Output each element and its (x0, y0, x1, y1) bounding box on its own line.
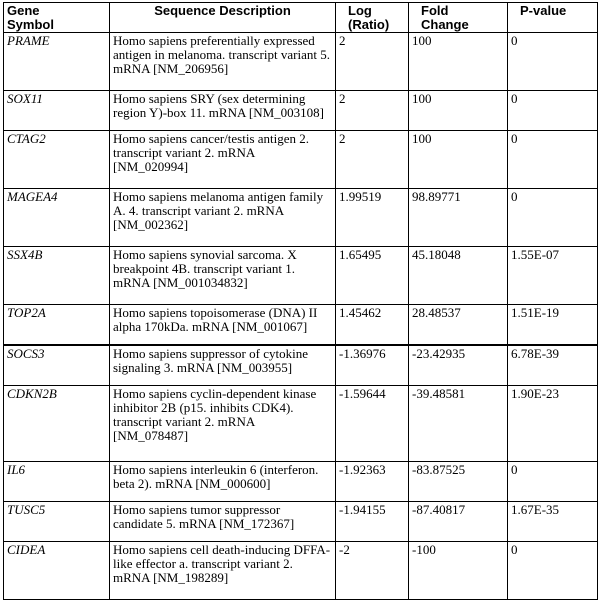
fold-change-cell: -39.48581 (409, 385, 508, 462)
log-ratio-cell: -2 (336, 541, 409, 599)
p-value-cell: 0 (508, 130, 598, 188)
fold-change-cell: 45.18048 (409, 247, 508, 305)
gene-symbol-cell: CDKN2B (4, 385, 110, 462)
p-value-cell: 1.67E-35 (508, 502, 598, 542)
sequence-description-cell: Homo sapiens cyclin-dependent kinase inhibitor 2B (p15. inhibits CDK4). transcript variant 2. mRNA [NM_078487] (110, 385, 336, 462)
p-value-cell: 1.90E-23 (508, 385, 598, 462)
fold-change-cell: -100 (409, 541, 508, 599)
fold-change-cell: -83.87525 (409, 462, 508, 502)
log-ratio-cell: -1.59644 (336, 385, 409, 462)
gene-symbol-cell: MAGEA4 (4, 188, 110, 246)
gene-expression-table (3, 2, 598, 600)
gene-symbol-cell: CTAG2 (4, 130, 110, 188)
sequence-description-cell: Homo sapiens SRY (sex determining region Y)-box 11. mRNA [NM_003108] (110, 91, 336, 131)
sequence-description-cell: Homo sapiens cancer/testis antigen 2. transcript variant 2. mRNA [NM_020994] (110, 130, 336, 188)
table-row (4, 541, 598, 599)
fold-change-cell: -87.40817 (409, 502, 508, 542)
gene-symbol-cell: TOP2A (4, 305, 110, 345)
log-ratio-cell: 1.99519 (336, 188, 409, 246)
sequence-description-cell: Homo sapiens synovial sarcoma. X breakpoint 4B. transcript variant 1. mRNA [NM_001034832] (110, 247, 336, 305)
sequence-description-cell: Homo sapiens interleukin 6 (interferon. beta 2). mRNA [NM_000600] (110, 462, 336, 502)
table-row (4, 188, 598, 246)
table-row (4, 33, 598, 91)
p-value-cell: 1.51E-19 (508, 305, 598, 345)
fold-change-cell: 98.89771 (409, 188, 508, 246)
table-row (4, 305, 598, 345)
table-row (4, 91, 598, 131)
p-value-cell: 0 (508, 541, 598, 599)
log-ratio-cell: -1.36976 (336, 345, 409, 385)
fold-change-cell: 100 (409, 130, 508, 188)
header-p-value: P-value (508, 3, 598, 33)
p-value-cell: 6.78E-39 (508, 345, 598, 385)
gene-symbol-cell: SSX4B (4, 247, 110, 305)
gene-symbol-cell: IL6 (4, 462, 110, 502)
sequence-description-cell: Homo sapiens topoisomerase (DNA) II alpha 170kDa. mRNA [NM_001067] (110, 305, 336, 345)
p-value-cell: 0 (508, 33, 598, 91)
gene-symbol-cell: CIDEA (4, 541, 110, 599)
p-value-cell: 0 (508, 91, 598, 131)
log-ratio-cell: -1.92363 (336, 462, 409, 502)
table-row (4, 130, 598, 188)
header-fold-change: Fold Change (409, 3, 508, 33)
header-gene-symbol: Gene Symbol (4, 3, 110, 33)
table-row (4, 462, 598, 502)
sequence-description-cell: Homo sapiens suppressor of cytokine signaling 3. mRNA [NM_003955] (110, 345, 336, 385)
sequence-description-cell: Homo sapiens cell death-inducing DFFA-like effector a. transcript variant 2. mRNA [NM_198289] (110, 541, 336, 599)
fold-change-cell: -23.42935 (409, 345, 508, 385)
fold-change-cell: 28.48537 (409, 305, 508, 345)
log-ratio-cell: 1.65495 (336, 247, 409, 305)
sequence-description-cell: Homo sapiens tumor suppressor candidate 5. mRNA [NM_172367] (110, 502, 336, 542)
sequence-description-cell: Homo sapiens preferentially expressed antigen in melanoma. transcript variant 5. mRNA [NM_206956] (110, 33, 336, 91)
log-ratio-cell: 2 (336, 91, 409, 131)
header-log-ratio: Log (Ratio) (336, 3, 409, 33)
log-ratio-cell: 1.45462 (336, 305, 409, 345)
p-value-cell: 0 (508, 462, 598, 502)
gene-symbol-cell: PRAME (4, 33, 110, 91)
log-ratio-cell: -1.94155 (336, 502, 409, 542)
table-row (4, 247, 598, 305)
gene-symbol-cell: SOX11 (4, 91, 110, 131)
fold-change-cell: 100 (409, 91, 508, 131)
gene-symbol-cell: SOCS3 (4, 345, 110, 385)
p-value-cell: 1.55E-07 (508, 247, 598, 305)
log-ratio-cell: 2 (336, 33, 409, 91)
fold-change-cell: 100 (409, 33, 508, 91)
table-row (4, 345, 598, 385)
sequence-description-cell: Homo sapiens melanoma antigen family A. 4. transcript variant 2. mRNA [NM_002362] (110, 188, 336, 246)
table-row (4, 502, 598, 542)
header-sequence-description: Sequence Description (110, 3, 336, 33)
header-row (4, 3, 598, 33)
log-ratio-cell: 2 (336, 130, 409, 188)
gene-symbol-cell: TUSC5 (4, 502, 110, 542)
table-row (4, 385, 598, 462)
p-value-cell: 0 (508, 188, 598, 246)
